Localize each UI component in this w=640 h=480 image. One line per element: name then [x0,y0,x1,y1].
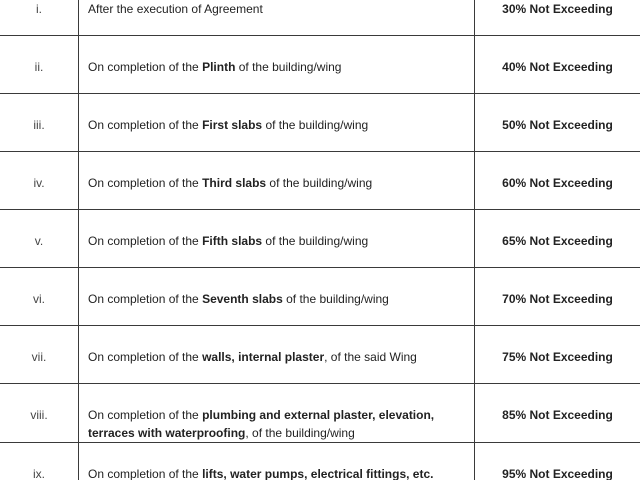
table-row [0,152,640,210]
milestone-bold: Third slabs [202,176,267,190]
row-number-cell [0,0,79,36]
milestone-pre: On completion of the [88,292,203,306]
milestone-post: of the building/wing [262,118,369,132]
milestone-text [88,94,468,134]
row-number: ii. [34,60,44,74]
milestone-cell [79,0,475,36]
row-number-cell [0,94,79,152]
milestone-post: , of the said Wing [324,350,417,364]
row-number: ix. [33,467,45,480]
milestone-pre: On completion of the [88,467,203,480]
percentage-text: 60% Not Exceeding [502,176,613,190]
row-number-cell [0,210,79,268]
row-number: iv. [33,176,45,190]
milestone-cell [79,384,475,443]
milestone-bold: Seventh slabs [202,292,283,306]
row-number: v. [34,234,44,248]
milestone-bold: Plinth [202,60,236,74]
milestone-text [88,210,468,250]
percentage-cell [475,384,640,443]
percentage-text: 70% Not Exceeding [502,292,613,306]
percentage-text: 95% Not Exceeding [502,467,613,480]
milestone-bold: Fifth slabs [202,234,263,248]
milestone-text [88,326,468,366]
milestone-post: of the building/wing [235,60,342,74]
milestone-cell [79,268,475,326]
milestone-pre: On completion of the [88,118,203,132]
row-number-cell [0,384,79,443]
table-row [0,268,640,326]
table-row [0,210,640,268]
percentage-cell [475,210,640,268]
table-row [0,326,640,384]
percentage-cell [475,36,640,94]
milestone-text [88,0,468,18]
milestone-text [88,443,468,480]
row-number: iii. [33,118,45,132]
milestone-text [88,268,468,308]
milestone-cell [79,152,475,210]
row-number-cell [0,268,79,326]
percentage-text: 85% Not Exceeding [502,408,613,422]
table-row [0,94,640,152]
percentage-text: 65% Not Exceeding [502,234,613,248]
milestone-bold: plumbing and external plaster, elevation, terraces with waterproofing [88,408,435,440]
milestone-cell [79,443,475,480]
milestone-cell [79,36,475,94]
row-number-cell [0,36,79,94]
percentage-cell [475,94,640,152]
milestone-pre: On completion of the [88,60,203,74]
milestone-pre: On completion of the [88,350,203,364]
milestone-cell [79,326,475,384]
milestone-bold: walls, internal plaster [202,350,325,364]
percentage-cell [475,0,640,36]
table-row [0,0,640,36]
row-number: i. [36,2,42,16]
milestone-pre: On completion of the [88,234,203,248]
percentage-text: 40% Not Exceeding [502,60,613,74]
row-number-cell [0,326,79,384]
percentage-text: 50% Not Exceeding [502,118,613,132]
milestone-post: , of the building/wing [245,426,355,440]
milestone-post: of the building/wing [266,176,373,190]
milestone-bold: lifts, water pumps, electrical fittings, etc. [202,467,434,480]
row-number: viii. [30,408,48,422]
percentage-text: 75% Not Exceeding [502,350,613,364]
table-row [0,384,640,443]
milestone-post: of the building/wing [282,292,389,306]
milestone-bold: First slabs [202,118,263,132]
milestone-pre: On completion of the [88,176,203,190]
milestone-text [88,152,468,192]
milestone-text [88,36,468,76]
table-row [0,36,640,94]
row-number: vi. [33,292,45,306]
table-row [0,443,640,480]
milestone-pre: On completion of the [88,408,203,422]
milestone-cell [79,94,475,152]
milestone-cell [79,210,475,268]
percentage-cell [475,443,640,480]
row-number: vii. [31,350,47,364]
percentage-cell [475,268,640,326]
percentage-cell [475,326,640,384]
milestone-post: of the building/wing [262,234,369,248]
row-number-cell [0,443,79,480]
percentage-text: 30% Not Exceeding [502,2,613,16]
milestone-pre: After the execution of Agreement [88,2,263,16]
row-number-cell [0,152,79,210]
milestone-text [88,384,468,442]
percentage-cell [475,152,640,210]
